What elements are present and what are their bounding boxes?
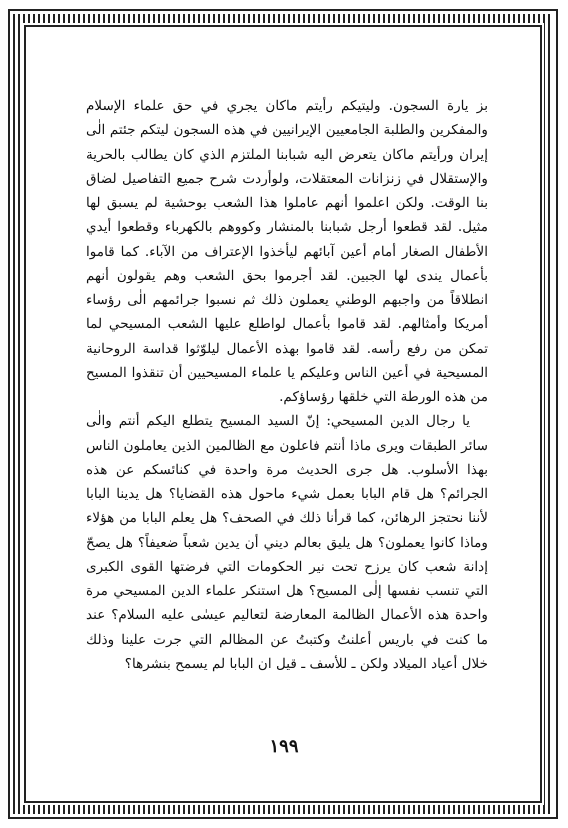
paragraph-1: بز يارة السجون. وليتيكم رأيتم ماكان يجري في حق علماء الإسلام والمفكرين والطلبة الجامعيين الإيرانيين في هذه السجون ليتكم جئتم الٰى إيران ورأيتم ماكان يتعرض اليه شبابنا الملتزم الذي كان يطالب بالحرية والإستقلال في زنزانات المعتقلات، ولوأردت شرح جميع التفاصيل لضاق بنا الوقت. ولكن اعلموا أنهم عاملوا هذا الشعب بوحشية لم يسبق لها مثيل. لقد قطعوا أرجل شبابنا بالمنشار وكووهم بالكهرباء وقطعوا أيدي الأطفال الصغار أمام أعين آبائهم ليأخذوا الإعتراف من الآباء. كما قاموا بأعمال يندى لها الجبين. لقد أجرموا بحق الشعب وهم يقولون أنهم انطلاقاً من واجبهم الوطني يعملون ذلك ثم نسبوا جرائمهم الٰى رؤساء أمريكا وأمثالهم. لقد قاموا بأعمال لواطلع عليها الشعب المسيحي لما تمكن من رفع رأسه. لقد قاموا بهذه الأعمال ليلوّثوا قداسة الروحانية المسيحية في أعين الناس وعليكم يا علماء المسيحيين أن تنقذوا المسيح من هذه الورطة التي خلقها رؤساؤكم. bbox=[86, 98, 488, 405]
page-number: ١٩٩ bbox=[269, 736, 299, 757]
body-text bbox=[86, 94, 488, 676]
paragraph-2: يا رجال الدين المسيحي: إنّ السيد المسيح يتطلع اليكم أنتم والٰى سائر الطبقات ويرى ماذا أنتم فاعلون مع الظالمين الذين يعاملون الناس بهذا الأسلوب. هل جرى الحديث مرة واحدة في كنائسكم عن هذه الجرائم؟ هل قام البابا بعمل شيء ماحول هذه القضايا؟ هل يدينا البابا لأننا نحتجز الرهائن، كما قرأنا ذلك في الصحف؟ هل يعلم البابا من هؤلاء وماذا كانوا يعملون؟ هل يليق بعالم ديني أن يدين شعباً ضعيفاً؟ هل يصحّ إدانة شعب كان يرزح تحت نير الحكومات التي فرضتها القوى الكبرى التي تنسب نفسها إلٰى المسيح؟ هل استنكر علماء الدين المسيحي مرة واحدة هذه الأعمال الظالمة المعارضة لتعاليم عيسٰى عليه السلام؟ عند ما كنت في باريس أعلنتُ وكتبتُ عن المظالم التي جرت علينا وذلك خلال أعياد الميلاد ولكن ـ للأسف ـ قيل ان البابا لم يسمح بنشرها؟ bbox=[86, 413, 488, 672]
